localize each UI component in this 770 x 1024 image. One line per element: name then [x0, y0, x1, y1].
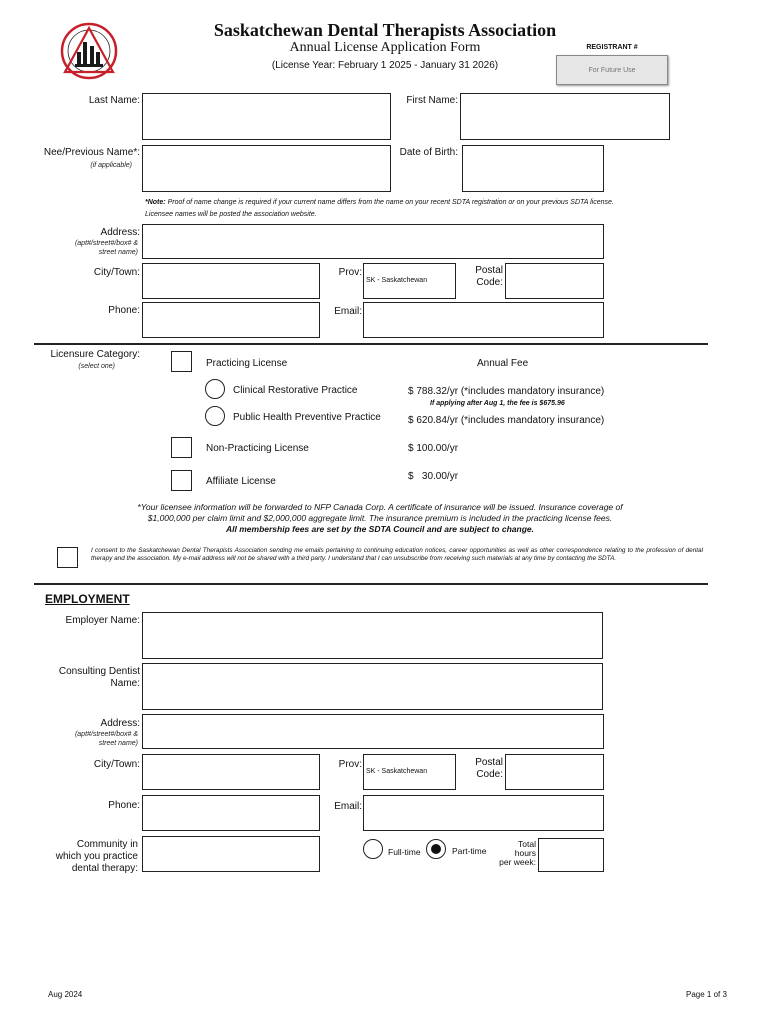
dentist-label-line1: Consulting Dentist	[58, 666, 140, 677]
employment-heading: EMPLOYMENT	[45, 592, 130, 606]
registrant-label: REGISTRANT #	[586, 44, 638, 51]
city-label: City/Town:	[93, 267, 140, 278]
emp-address-label: Address:	[100, 718, 140, 729]
public-health-label: Public Health Preventive Practice	[233, 412, 381, 423]
org-title: Saskatchewan Dental Therapists Association	[213, 20, 557, 40]
note-text-2: Licensee names will be posted the association website.	[145, 211, 317, 218]
fulltime-label: Full-time	[388, 847, 421, 857]
emp-email-field[interactable]	[363, 795, 604, 831]
affiliate-checkbox[interactable]	[171, 470, 192, 491]
parttime-radio-dot	[431, 844, 441, 854]
clinical-late-note: If applying after Aug 1, the fee is $675.96	[430, 400, 565, 407]
emp-prov-select[interactable]	[363, 754, 456, 790]
consent-checkbox[interactable]	[57, 547, 78, 568]
phone-label: Phone:	[108, 305, 140, 316]
emp-postal-line1: Postal	[475, 757, 503, 768]
public-health-radio[interactable]	[205, 406, 225, 426]
emp-prov-value: SK - Saskatchewan	[366, 768, 428, 775]
hours-line3: per week:	[499, 857, 536, 867]
address-label: Address:	[100, 227, 140, 238]
emp-prov-label: Prov:	[338, 759, 362, 770]
consulting-dentist-field[interactable]	[142, 663, 603, 710]
non-practicing-checkbox[interactable]	[171, 437, 192, 458]
affiliate-fee: $ 30.00/yr	[408, 471, 459, 482]
previous-name-field[interactable]	[142, 145, 391, 192]
hours-label	[490, 840, 536, 867]
emp-postal-field[interactable]	[505, 754, 604, 790]
hours-line1: Total	[518, 839, 536, 849]
emp-phone-field[interactable]	[142, 795, 320, 831]
community-line2: which you practice	[55, 851, 138, 862]
licensure-category-hint: (select one)	[78, 363, 115, 370]
address-hint: (apt#/street#/box# & street name)	[74, 240, 138, 256]
public-health-fee: $ 620.84/yr (*includes mandatory insurance)	[408, 415, 605, 426]
section-divider-1	[34, 343, 708, 345]
clinical-fee: $ 788.32/yr (*includes mandatory insurance)	[408, 386, 605, 397]
license-year: (License Year: February 1 2025 - January 31 2026)	[271, 60, 499, 71]
parttime-label: Part-time	[452, 846, 487, 856]
last-name-field[interactable]	[142, 93, 391, 140]
annual-fee-header: Annual Fee	[477, 358, 529, 369]
dob-label: Date of Birth:	[399, 147, 458, 158]
insurance-notice	[60, 502, 700, 535]
last-name-label: Last Name:	[88, 95, 140, 106]
insurance-line-1: *Your licensee information will be forwarded to NFP Canada Corp. A certificate of insurance will be issued. Insurance coverage of	[137, 502, 623, 512]
emp-address-hint: (apt#/street#/box# & street name)	[74, 731, 138, 747]
note-bold: *Note:	[145, 199, 166, 206]
previous-name-note: (if applicable)	[90, 162, 132, 169]
emp-city-field[interactable]	[142, 754, 320, 790]
footer-page: Page 1 of 3	[686, 990, 727, 999]
postal-label-line2: Code:	[476, 277, 503, 288]
community-line3: dental therapy:	[71, 863, 138, 874]
emp-postal-label	[455, 757, 503, 781]
practicing-checkbox[interactable]	[171, 351, 192, 372]
form-subtitle: Annual License Application Form	[289, 40, 481, 55]
postal-field[interactable]	[505, 263, 604, 299]
community-label	[30, 839, 138, 875]
dob-field[interactable]	[462, 145, 604, 192]
registrant-box	[556, 55, 668, 85]
postal-label	[455, 265, 503, 289]
dentist-label-line2: Name:	[110, 678, 140, 689]
hours-line2: hours	[514, 848, 536, 858]
emp-city-label: City/Town:	[93, 759, 140, 770]
note-text: Proof of name change is required if your current name differs from the name on your recent SDTA registration or on your previous SDTA license.	[167, 199, 614, 206]
parttime-radio[interactable]	[426, 839, 446, 859]
community-line1: Community in	[76, 839, 138, 850]
insurance-line-2: $1,000,000 per claim limit and $2,000,000 aggregate limit. The insurance premium is included in the practicing license fees.	[147, 513, 613, 523]
city-field[interactable]	[142, 263, 320, 299]
non-practicing-fee: $ 100.00/yr	[408, 443, 459, 454]
email-label: Email:	[334, 306, 362, 317]
email-field[interactable]	[363, 302, 604, 338]
emp-email-label: Email:	[334, 801, 362, 812]
address-field[interactable]	[142, 224, 604, 259]
prov-value: SK - Saskatchewan	[366, 277, 428, 284]
phone-field[interactable]	[142, 302, 320, 338]
non-practicing-label: Non-Practicing License	[206, 443, 309, 454]
logo-graphic	[57, 22, 121, 80]
employer-field[interactable]	[142, 612, 603, 659]
emp-phone-label: Phone:	[108, 800, 140, 811]
insurance-line-3: All membership fees are set by the SDTA Council and are subject to change.	[226, 524, 534, 534]
practicing-label: Practicing License	[206, 358, 288, 369]
hours-field[interactable]	[538, 838, 604, 872]
prov-select[interactable]	[363, 263, 456, 299]
clinical-label: Clinical Restorative Practice	[233, 385, 358, 396]
registrant-placeholder: For Future Use	[588, 67, 636, 74]
footer-date: Aug 2024	[48, 990, 83, 999]
consent-text: I consent to the Saskatchewan Dental Therapists Association sending me emails pertaining to continuing education notices, career opportunities as well as other correspondence relating to the profession of dental therapy and the association. My e-mail address will not be shared with a third party. I understand that I can unsubscribe from receiving such materials at any time by contacting the SDTA.	[91, 547, 703, 562]
emp-postal-line2: Code:	[476, 769, 503, 780]
affiliate-label: Affiliate License	[206, 476, 276, 487]
clinical-radio[interactable]	[205, 379, 225, 399]
name-change-note	[145, 197, 665, 221]
postal-label-line1: Postal	[475, 265, 503, 276]
previous-name-label: Nee/Previous Name*:	[43, 147, 140, 158]
consulting-dentist-label	[40, 666, 140, 690]
sdta-logo	[57, 22, 121, 80]
emp-address-field[interactable]	[142, 714, 604, 749]
employer-label: Employer Name:	[65, 615, 140, 626]
first-name-label: First Name:	[406, 95, 458, 106]
section-divider-2	[34, 583, 708, 585]
community-field[interactable]	[142, 836, 320, 872]
licensure-category-label: Licensure Category:	[50, 349, 140, 360]
prov-label: Prov:	[338, 267, 362, 278]
fulltime-radio[interactable]	[363, 839, 383, 859]
first-name-field[interactable]	[460, 93, 670, 140]
